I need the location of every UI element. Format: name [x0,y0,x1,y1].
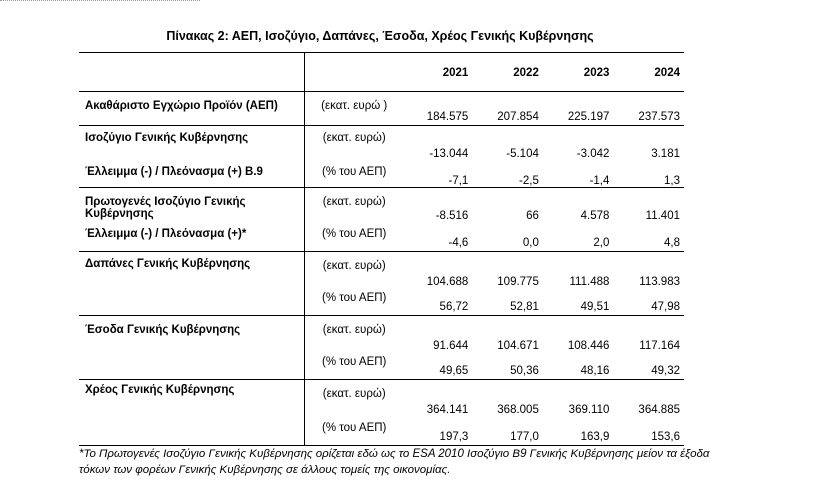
row-label: Έλλειμμα (-) / Πλεόνασμα (+) Β.9 [85,165,263,178]
table-title: Πίνακας 2: ΑΕΠ, Ισοζύγιο, Δαπάνες, Έσοδα, Χρέος Γενικής Κυβέρνησης [166,29,594,43]
table-row-balance-pct [79,164,684,188]
year-header: 2021 [442,67,469,79]
government-finance-table [79,52,684,446]
table-cell: 163,9 [580,431,610,443]
table-cell: 108.446 [545,316,616,354]
table-row-debt-pct [79,418,684,446]
table-cell: 104.671 [474,316,545,354]
row-label-empty [79,418,304,446]
row-label-empty [79,290,304,316]
table-row-expenditure-pct [79,290,684,316]
table-row-revenue [79,316,684,354]
table-cell: 56,72 [439,301,469,313]
table-row-gdp [79,92,684,126]
row-unit: (εκατ. ευρώ) [304,188,404,224]
row-unit: (εκατ. ευρώ ) [304,92,404,126]
table-cell: 47,98 [651,301,680,313]
header-empty-unit [304,53,404,92]
table-cell: 11.401 [615,188,684,224]
row-unit: (εκατ. ευρώ) [304,252,404,290]
table-cell: 207.854 [474,92,545,126]
table-row-primary-pct [79,224,684,252]
table-cell: 48,16 [580,365,610,377]
table-cell: -1,4 [589,175,610,187]
table-cell: 52,81 [510,301,539,313]
row-label: Ισοζύγιο Γενικής Κυβέρνησης [79,126,304,164]
table-cell: -2,5 [519,175,539,187]
footnote: *Το Πρωτογενές Ισοζύγιο Γενικής Κυβέρνησης ορίζεται εδώ ως το ESA 2010 Ισοζύγιο Β9 Γενικής Κυβέρνησης μείον τα έξοδα τόκων των φορέων Γενικής Κυβέρνησης σε άλλους τομείς της οικονομίας. [79,448,710,476]
table-cell: -13.044 [404,126,475,164]
table-cell: 49,65 [439,365,469,377]
table-cell: 4.578 [545,188,616,224]
row-label: Χρέος Γενικής Κυβέρνησης [79,380,304,418]
table-cell: 0,0 [522,237,539,249]
table-cell: 91.644 [404,316,475,354]
table-row-balance [79,126,684,164]
table-row-revenue-pct [79,354,684,380]
row-unit: (% του ΑΕΠ) [304,224,404,252]
table-cell: 113.983 [615,252,684,290]
row-unit: (% του ΑΕΠ) [304,164,404,188]
table-cell: 49,32 [651,365,680,377]
table-cell: 3.181 [615,126,684,164]
table-cell: 153,6 [651,431,680,443]
table-cell: 1,3 [664,175,680,187]
row-label: Ακαθάριστο Εγχώριο Προϊόν (ΑΕΠ) [79,92,304,126]
row-label: Έλλειμμα (-) / Πλεόνασμα (+)* [85,227,247,240]
table-row-primary [79,188,684,224]
table-cell: 369.110 [545,380,616,418]
year-header: 2024 [654,67,680,79]
table-cell: 368.005 [474,380,545,418]
row-unit: (εκατ. ευρώ) [304,126,404,164]
table-cell: 117.164 [615,316,684,354]
table-cell: 2,0 [593,237,610,249]
year-header: 2023 [583,67,610,79]
table-cell: -7,1 [448,175,469,187]
table-cell: 49,51 [580,301,610,313]
table-cell: 364.141 [404,380,475,418]
table-cell: -8.516 [404,188,475,224]
table-cell: 177,0 [510,431,539,443]
table-cell: -4,6 [448,237,469,249]
table-row-debt [79,380,684,418]
row-label-empty [79,354,304,380]
table-header-row [79,53,684,92]
row-label: Έσοδα Γενικής Κυβέρνησης [79,316,304,354]
table-cell: 4,8 [664,237,680,249]
header-empty-label [79,53,304,92]
table-cell: 225.197 [545,92,616,126]
table-cell: 237.573 [615,92,684,126]
row-unit: (εκατ. ευρώ) [304,380,404,418]
table-cell: 50,36 [510,365,539,377]
row-unit: (% του ΑΕΠ) [304,418,404,446]
year-header: 2022 [513,67,539,79]
table-cell: 184.575 [404,92,475,126]
table-cell: 197,3 [439,431,469,443]
row-label: Δαπάνες Γενικής Κυβέρνησης [79,252,304,290]
table-cell: 104.688 [404,252,475,290]
table-row-expenditure [79,252,684,290]
table-cell: 66 [474,188,545,224]
row-label: Πρωτογενές Ισοζύγιο Γενικής Κυβέρνησης [79,188,304,224]
top-dotted-rule [0,0,200,4]
row-unit: (% του ΑΕΠ) [304,290,404,316]
table-cell: 109.775 [474,252,545,290]
table-cell: 364.885 [615,380,684,418]
row-unit: (% του ΑΕΠ) [304,354,404,380]
table-cell: -5.104 [474,126,545,164]
table-cell: -3.042 [545,126,616,164]
row-unit: (εκατ. ευρώ) [304,316,404,354]
table-cell: 111.488 [545,252,616,290]
